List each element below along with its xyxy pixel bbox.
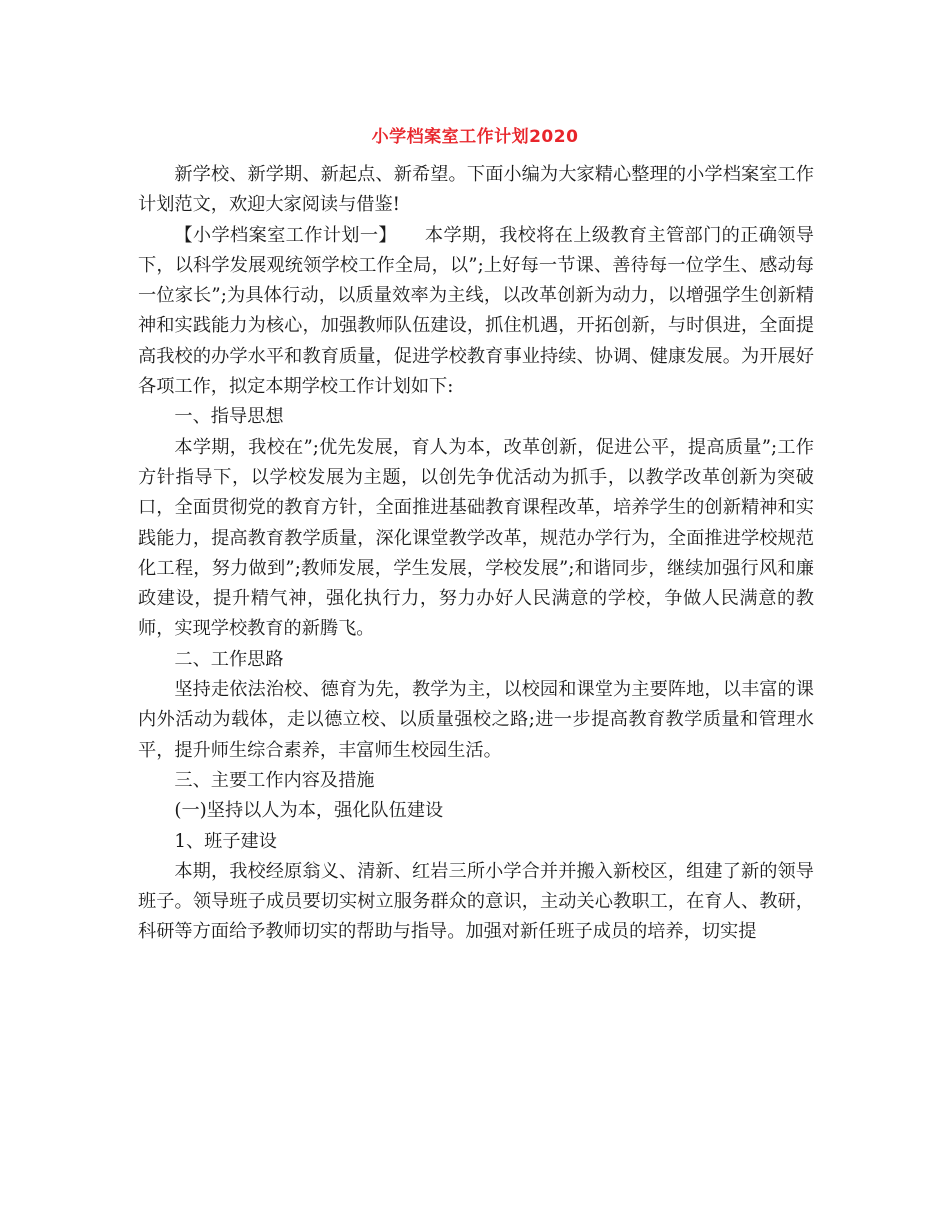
heading-guiding-ideology: 一、指导思想 [174,406,284,428]
paragraph-plan-one: 【小学档案室工作计划一】 本学期，我校将在上级教育主管部门的正确领导下，以科学发展观统领学校工作全局，以”;上好每一节课、善待每一位学生、感动每一位家长”;为具体行动，以质量效率为主线，以改革创新为动力，以增强学生创新精神和实践能力为核心，加强教师队伍建设，抓住机遇，开拓创新，与时俱进，全面提高我校的办学水平和教育质量，促进学校教育事业持续、协调、健康发展。为开展好各项工作，拟定本期学校工作计划如下: [138,224,814,398]
subheading-leadership: 1、班子建设 [174,830,277,852]
paragraph-work-approach: 坚持走依法治校、德育为先，教学为主，以校园和课堂为主要阵地，以丰富的课内外活动为载体，走以德立校、以质量强校之路;进一步提高教育教学质量和管理水平，提升师生综合素养，丰富师生校园生活。 [138,679,814,761]
paragraph-guiding-ideology: 本学期，我校在”;优先发展，育人为本，改革创新，促进公平，提高质量”;工作方针指导下，以学校发展为主题，以创先争优活动为抓手，以教学改革创新为突破口，全面贯彻党的教育方针，全面推进基础教育课程改革，培养学生的创新精神和实践能力，提高教育教学质量，深化课堂教学改革，规范办学行为，全面推进学校规范化工程，努力做到”;教师发展，学生发展，学校发展”;和谐同步，继续加强行风和廉政建设，提升精气神，强化执行力，努力办好人民满意的学校，争做人民满意的教师，实现学校教育的新腾飞。 [138,436,814,640]
subheading-team-building: (一)坚持以人为本，强化队伍建设 [174,800,444,822]
document-body [138,160,814,948]
document-title: 小学档案室工作计划2020 [371,127,579,147]
paragraph-intro: 新学校、新学期、新起点、新希望。下面小编为大家精心整理的小学档案室工作计划范文，欢迎大家阅读与借鉴! [138,164,814,216]
paragraph-leadership: 本期，我校经原翁义、清新、红岩三所小学合并并搬入新校区，组建了新的领导班子。领导班子成员要切实树立服务群众的意识，主动关心教职工，在育人、教研，科研等方面给予教师切实的帮助与指导。加强对新任班子成员的培养，切实提 [138,860,814,943]
heading-main-content: 三、主要工作内容及措施 [174,769,375,791]
heading-work-approach: 二、工作思路 [174,648,284,670]
